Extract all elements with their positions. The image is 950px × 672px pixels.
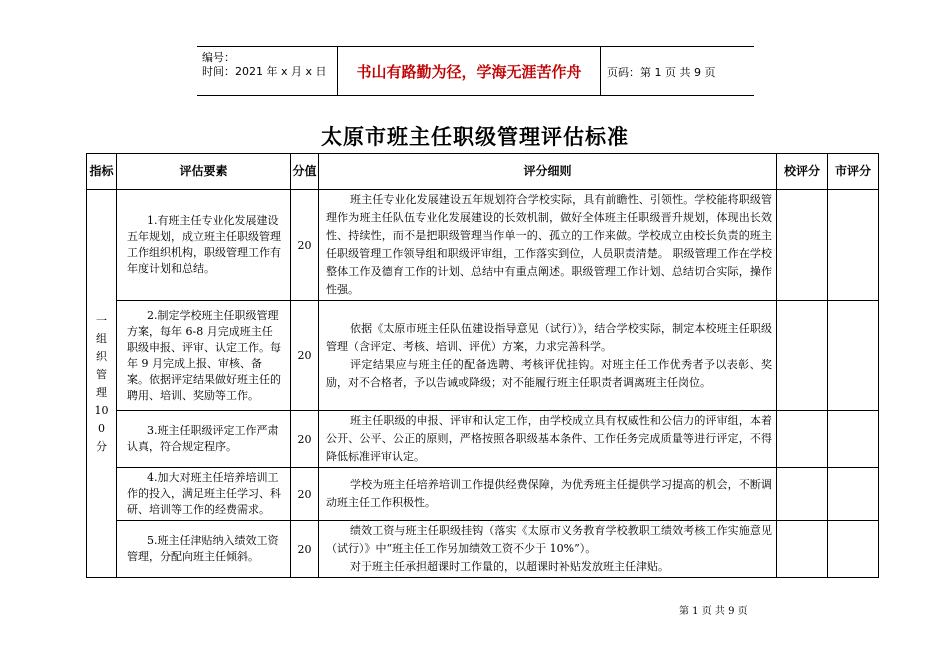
city-score-cell[interactable] (828, 468, 879, 521)
page-label: 页码：第 1 页 共 9 页 (607, 66, 716, 79)
category-label: 一组织管理100分 (94, 313, 109, 453)
details-cell (319, 190, 777, 301)
number-label: 编号： (202, 51, 235, 64)
details-paragraph: 绩效工资与班主任职级挂钩（落实《太原市义务教育学校教职工绩效考核工作实施意见（试行）》中“班主任工作另加绩效工资不少于 10%”）。 (326, 524, 772, 555)
school-score-cell[interactable] (777, 301, 828, 411)
city-score-cell[interactable] (828, 301, 879, 411)
details-paragraph: 依据《太原市班主任队伍建设指导意见（试行）》，结合学校实际，制定本校班主任职级管理（含评定、考核、培训、评优）方案，力求完善科学。 (326, 321, 772, 353)
page-title: 太原市班主任职级管理评估标准 (321, 125, 629, 149)
school-score-cell[interactable] (777, 521, 828, 578)
element-cell: 1.有班主任专业化发展建设五年规划，成立班主任职级管理工作组织机构，职级管理工作有年度计划和总结。 (117, 190, 291, 301)
table-header-row (87, 154, 879, 190)
motto: 书山有路勤为径，学海无涯苦作舟 (337, 47, 601, 95)
time-label: 时间：2021 年 x 月 x 日 (202, 65, 327, 78)
page-footer: 第 1 页 共 9 页 (679, 606, 748, 617)
element-cell: 3.班主任职级评定工作严肃认真，符合规定程序。 (117, 411, 291, 468)
score-cell: 20 (291, 301, 319, 411)
header-meta (202, 51, 327, 79)
score-cell: 20 (291, 411, 319, 468)
score-cell: 20 (291, 521, 319, 578)
element-cell: 5.班主任津贴纳入绩效工资管理，分配向班主任倾斜。 (117, 521, 291, 578)
city-score-cell[interactable] (828, 411, 879, 468)
table-row (87, 521, 879, 578)
header-details: 评分细则 (319, 154, 777, 190)
evaluation-table (86, 153, 879, 578)
header-score: 分值 (291, 154, 319, 190)
header-elements: 评估要素 (117, 154, 291, 190)
score-cell: 20 (291, 190, 319, 301)
details-paragraph: 评定结果应与班主任的配备选聘、考核评优挂钩。对班主任工作优秀者予以表彰、奖励，对不合格者，予以告诫或降级；对不能履行班主任职责者调离班主任岗位。 (326, 357, 772, 389)
element-cell: 2.制定学校班主任职级管理方案，每年 6-8 月完成班主任职级申报、评审、认定工作。每年 9 月完成上报、审核、备案。依据评定结果做好班主任的聘用、培训、奖励等工作。 (117, 301, 291, 411)
table-row (87, 301, 879, 411)
header-city-score: 市评分 (828, 154, 879, 190)
school-score-cell[interactable] (777, 411, 828, 468)
document-header (197, 46, 754, 96)
element-cell: 4.加大对班主任培养培训工作的投入，满足班主任学习、科研、培训等工作的经费需求。 (117, 468, 291, 521)
category-cell (87, 190, 117, 578)
table-row (87, 468, 879, 521)
school-score-cell[interactable] (777, 468, 828, 521)
details-paragraph: 学校为班主任培养培训工作提供经费保障，为优秀班主任提供学习提高的机会，不断调动班主任工作积极性。 (326, 478, 772, 509)
table-row (87, 411, 879, 468)
details-cell (319, 521, 777, 578)
header-indicator: 指标 (87, 154, 117, 190)
score-cell: 20 (291, 468, 319, 521)
table-row (87, 190, 879, 301)
header-school-score: 校评分 (777, 154, 828, 190)
details-paragraph: 对于班主任承担超课时工作量的，以超课时补贴发放班主任津贴。 (350, 560, 669, 573)
city-score-cell[interactable] (828, 190, 879, 301)
school-score-cell[interactable] (777, 190, 828, 301)
details-paragraph: 班主任专业化发展建设五年规划符合学校实际，具有前瞻性、引领性。学校能将职级管理作为班主任队伍专业化发展建设的长效机制，做好全体班主任职级晋升规划，体现出长效性、持续性，而不是把职级管理当作单一的、孤立的工作来做。学校成立由校长负责的班主任职级管理工作领导组和职级评审组，工作落实到位，人员职责清楚。 职级管理工作在学校整体工作及德育工作的计划、总结中有重点阐述。职级管理工作计划、总结切合实际，操作性强。 (326, 193, 772, 296)
city-score-cell[interactable] (828, 521, 879, 578)
details-cell (319, 468, 777, 521)
details-cell (319, 411, 777, 468)
details-cell (319, 301, 777, 411)
details-paragraph: 班主任职级的申报、评审和认定工作，由学校成立具有权威性和公信力的评审组，本着公开、公平、公正的原则，严格按照各职级基本条件、工作任务完成质量等进行评定，不得降低标准评审认定。 (326, 414, 772, 463)
